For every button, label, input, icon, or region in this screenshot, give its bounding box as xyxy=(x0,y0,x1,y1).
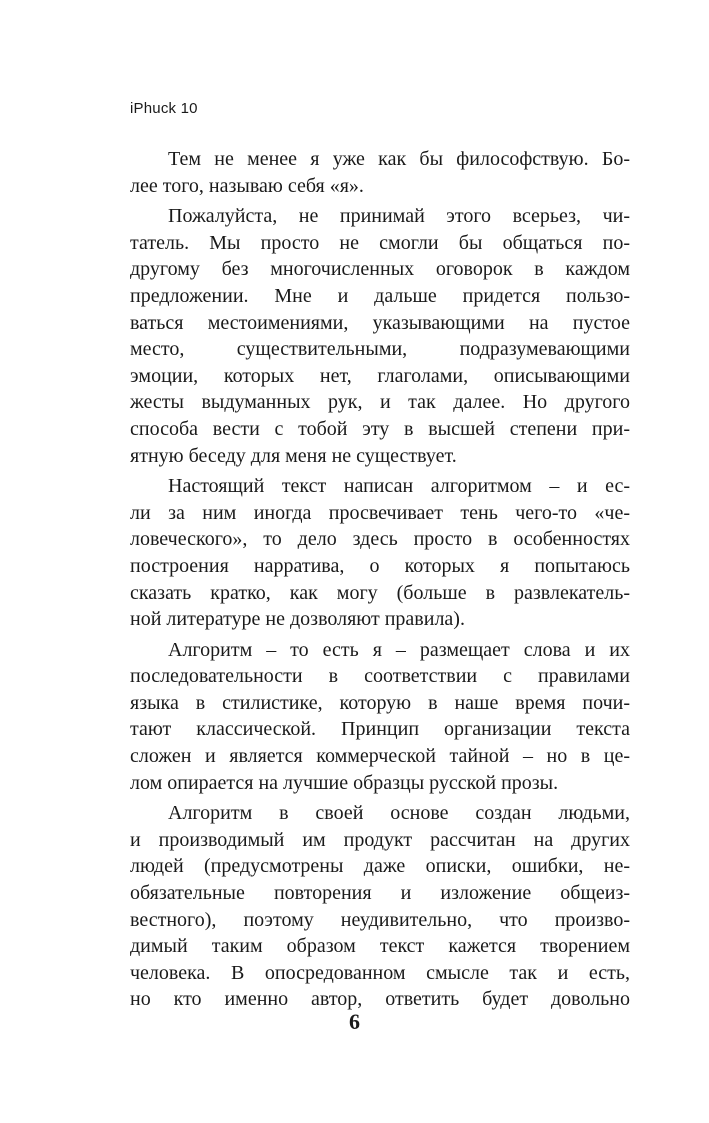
text-line: и производимый им продукт рассчитан на других xyxy=(130,828,630,851)
body-text xyxy=(130,146,630,1017)
text-line: языка в стилистике, которую в наше время почи- xyxy=(130,691,630,714)
paragraph xyxy=(130,473,630,633)
text-line: построения нарратива, о которых я попытаюсь xyxy=(130,554,630,577)
text-line: место, существительными, подразумевающими xyxy=(130,338,630,361)
text-line: обязательные повторения и изложение общеиз- xyxy=(130,882,630,905)
text-line: татель. Мы просто не смогли бы общаться по- xyxy=(130,231,630,254)
text-line: ваться местоимениями, указывающими на пустое xyxy=(130,311,630,334)
text-line: димый таким образом текст кажется творением xyxy=(130,935,630,958)
paragraph xyxy=(130,146,630,199)
text-line: Пожалуйста, не принимай этого всерьез, чи- xyxy=(168,205,630,228)
text-line: эмоции, которых нет, глаголами, описывающими xyxy=(130,364,630,387)
text-line: ной литературе не дозволяют правила). xyxy=(130,608,465,631)
paragraph xyxy=(130,203,630,469)
text-line: ятную беседу для меня не существует. xyxy=(130,444,457,467)
text-line: но кто именно автор, ответить будет довольно xyxy=(130,988,630,1011)
text-line: сложен и является коммерческой тайной – но в це- xyxy=(130,745,630,768)
text-line: жесты выдуманных рук, и так далее. Но другого xyxy=(130,391,630,414)
text-line: лее того, называю себя «я». xyxy=(130,174,364,197)
text-line: другому без многочисленных оговорок в каждом xyxy=(130,258,630,281)
text-line: сказать кратко, как могу (больше в развлекатель- xyxy=(130,581,630,604)
text-line: вестного), поэтому неудивительно, что произво- xyxy=(130,908,630,931)
text-line: людей (предусмотрены даже описки, ошибки, не- xyxy=(130,855,630,878)
text-line: Алгоритм – то есть я – размещает слова и их xyxy=(168,638,630,661)
text-line: тают классической. Принцип организации текста xyxy=(130,718,630,741)
text-line: лом опирается на лучшие образцы русской прозы. xyxy=(130,771,559,794)
text-line: предложении. Мне и дальше придется пользо- xyxy=(130,284,630,307)
text-line: способа вести с тобой эту в высшей степени при- xyxy=(130,417,630,440)
paragraph xyxy=(130,637,630,797)
text-line: человека. В опосредованном смысле так и есть, xyxy=(130,961,630,984)
running-header: iPhuck 10 xyxy=(130,100,198,117)
paragraph xyxy=(130,800,630,1013)
text-line: ловеческого», то дело здесь просто в особенностях xyxy=(130,528,630,551)
text-line: Настоящий текст написан алгоритмом – и ес- xyxy=(168,475,630,498)
text-line: последовательности в соответствии с правилами xyxy=(130,665,630,688)
text-line: Тем не менее я уже как бы философствую. Бо- xyxy=(168,148,630,170)
text-line: Алгоритм в своей основе создан людьми, xyxy=(168,802,630,825)
page-number: 6 xyxy=(349,1009,360,1034)
text-line: ли за ним иногда просвечивает тень чего-то «че- xyxy=(130,501,630,524)
